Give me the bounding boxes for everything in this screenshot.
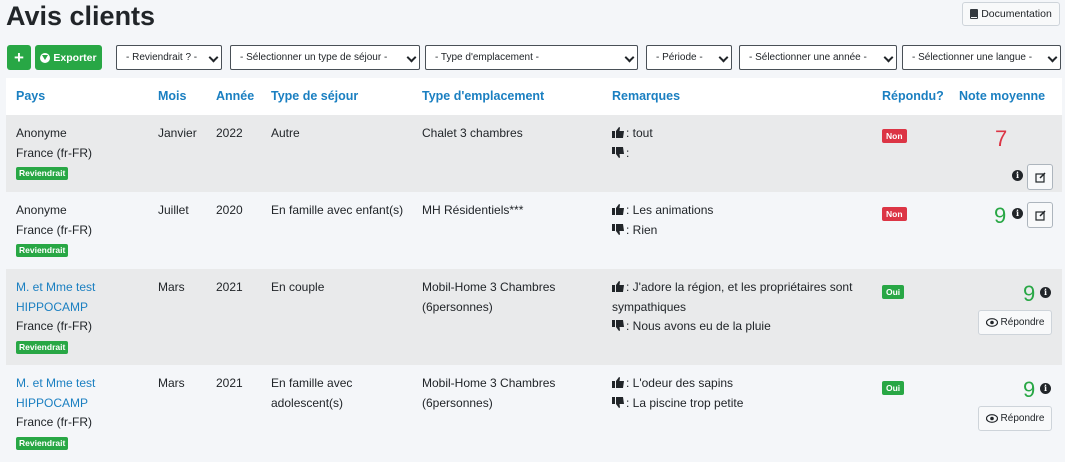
filter-stay-type[interactable] [230,45,420,70]
thumbs-down-icon [612,397,624,408]
would-return-badge: Reviendrait [16,341,68,354]
export-label: Exporter [53,51,97,64]
stay-type-cell-continued: adolescent(s) [271,395,344,410]
positive-remark: : Les animations [626,203,714,217]
table-row [6,365,1062,461]
table-row [6,269,1062,365]
negative-remark: : La piscine trop petite [626,395,744,410]
col-header-remarks[interactable]: Remarques [612,89,681,103]
site-type-cell: Mobil-Home 3 Chambres [422,280,556,294]
year-cell: 2020 [216,203,243,217]
filter-would-return[interactable] [116,45,222,70]
average-score: 7 [995,126,1008,151]
reviewer-country: France (fr-FR) [16,415,92,429]
month-cell: Mars [158,376,185,390]
filter-year-value: - Sélectionner une année - [749,52,867,63]
month-cell: Juillet [158,203,189,217]
eye-icon [986,318,998,327]
col-header-stay-type[interactable]: Type de séjour [271,89,359,103]
answered-badge: Oui [882,285,904,299]
edit-button[interactable] [1027,164,1053,190]
book-icon [970,9,978,19]
filter-stay-type-value: - Sélectionner un type de séjour - [240,52,388,63]
negative-remark: : Rien [626,222,658,237]
col-header-month[interactable]: Mois [158,89,187,103]
filter-language[interactable] [902,45,1061,70]
col-header-answered[interactable]: Répondu? [882,89,944,103]
reply-button[interactable] [978,406,1052,431]
reviewer-name: Anonyme [16,126,67,140]
chevron-down-icon [884,53,894,63]
filter-site-type-value: - Type d'emplacement - [435,52,539,63]
info-icon[interactable]: i [1040,287,1051,298]
site-type-cell-capacity: (6personnes) [422,395,493,410]
reviewer-name-link[interactable]: HIPPOCAMP [16,395,89,410]
reviewer-country: France (fr-FR) [16,319,92,333]
documentation-button[interactable] [962,2,1060,26]
stay-type-cell: En famille avec [271,376,353,390]
table-header [6,78,1062,115]
year-cell: 2022 [216,126,243,140]
reply-button[interactable] [978,310,1052,335]
col-header-site-type[interactable]: Type d'emplacement [422,89,545,103]
chevron-down-icon [1048,53,1058,63]
stay-type-cell: En couple [271,280,325,294]
edit-icon [1035,172,1046,183]
filter-site-type[interactable] [425,45,638,70]
reviewer-name-link[interactable]: M. et Mme test [16,280,96,294]
month-cell: Janvier [158,126,197,140]
filter-period-value: - Période - [656,52,703,63]
average-score: 9 [994,203,1007,228]
thumbs-down-icon [612,224,624,235]
reply-label: Répondre [1000,316,1045,328]
table-row [6,192,1062,269]
filter-language-value: - Sélectionner une langue - [912,52,1033,63]
col-header-country[interactable]: Pays [16,89,46,103]
col-header-average-score[interactable]: Note moyenne [959,89,1046,103]
chevron-down-icon [625,53,635,63]
col-header-year[interactable]: Année [216,89,255,103]
filter-toolbar [0,45,1065,71]
eye-icon [986,414,998,423]
negative-remark: : [626,145,630,160]
thumbs-up-icon [612,204,624,215]
thumbs-up-icon [612,127,624,138]
site-type-cell: Mobil-Home 3 Chambres [422,376,556,390]
info-icon[interactable]: i [1012,208,1023,219]
download-circle-icon [40,53,50,63]
answered-badge: Non [882,129,907,143]
reviewer-name-link[interactable]: M. et Mme test [16,376,96,390]
reply-label: Répondre [1000,412,1045,424]
year-cell: 2021 [216,280,243,294]
thumbs-down-icon [612,320,624,331]
info-icon[interactable]: i [1040,383,1051,394]
thumbs-up-icon [612,281,624,292]
positive-remark: : tout [626,126,653,140]
would-return-badge: Reviendrait [16,167,68,180]
answered-badge: Non [882,207,907,221]
reviewer-country: France (fr-FR) [16,145,92,160]
would-return-badge: Reviendrait [16,437,68,450]
thumbs-down-icon [612,147,624,158]
reviewer-country: France (fr-FR) [16,222,92,237]
year-cell: 2021 [216,376,243,390]
edit-icon [1035,210,1046,221]
site-type-cell-capacity: (6personnes) [422,299,493,314]
site-type-cell: MH Résidentiels*** [422,203,524,217]
would-return-badge: Reviendrait [16,244,68,257]
add-button[interactable]: + [7,45,31,70]
page-title: Avis clients [6,1,156,31]
export-button[interactable] [35,45,102,70]
answered-badge: Oui [882,381,904,395]
chevron-down-icon [719,53,729,63]
chevron-down-icon [407,53,417,63]
positive-remark: : J'adore la région, et les propriétaires sont [626,280,853,294]
reviews-table [6,78,1062,461]
filter-year[interactable] [739,45,897,70]
month-cell: Mars [158,280,185,294]
info-icon[interactable]: i [1012,170,1023,181]
table-row [6,115,1062,192]
negative-remark: : Nous avons eu de la pluie [626,319,771,333]
documentation-label: Documentation [981,8,1052,20]
edit-button[interactable] [1027,202,1053,228]
average-score: 9 [1023,377,1036,402]
filter-period[interactable] [646,45,732,70]
chevron-down-icon [209,53,219,63]
filter-would-return-value: - Reviendrait ? - [126,52,198,63]
stay-type-cell: En famille avec enfant(s) [271,203,404,217]
reviewer-name: Anonyme [16,203,67,217]
thumbs-up-icon [612,377,624,388]
positive-remark: : L'odeur des sapins [626,376,734,390]
site-type-cell: Chalet 3 chambres [422,126,523,140]
stay-type-cell: Autre [271,126,300,140]
reviewer-name-link[interactable]: HIPPOCAMP [16,299,89,314]
average-score: 9 [1023,281,1036,306]
positive-remark-continued: sympathiques [612,299,687,314]
